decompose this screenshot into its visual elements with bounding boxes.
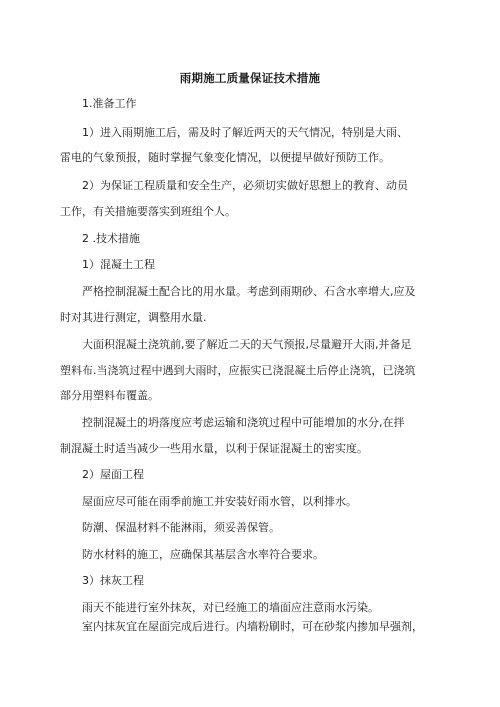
section-heading-preparation: 1.准备工作 — [82, 97, 137, 110]
paragraph-line: 防潮、保温材料不能淋雨，须妥善保管。 — [82, 521, 280, 534]
paragraph-line: 工作，有关措施要落实到班组个人。 — [60, 205, 236, 218]
paragraph-line: 制混凝土时适当减少一些用水量，以利于保证混凝土的密实度。 — [60, 442, 368, 455]
document-title: 雨期施工质量保证技术措施 — [179, 71, 321, 85]
paragraph-line: 室内抹灰宜在屋面完成后进行。内墙粉刷时，可在砂浆内掺加早强剂， — [82, 620, 423, 633]
paragraph-line: 塑料布.当浇筑过程中遇到大雨时，应振实已浇混凝土后停止浇筑，已浇筑 — [60, 364, 416, 377]
section-heading-technical-measures: 2 .技术措施 — [82, 232, 140, 245]
paragraph-line: 严格控制混凝土配合比的用水量。考虑到雨期砂、石含水率增大,应及 — [82, 285, 416, 298]
paragraph-line: 2）为保证工程质量和安全生产，必须切实做好思想上的教育、动员 — [82, 179, 408, 192]
subsection-heading-roofing: 2）屋面工程 — [82, 468, 144, 481]
paragraph-line: 雷电的气象预报，随时掌握气象变化情况，以便提早做好预防工作。 — [60, 151, 390, 164]
subsection-heading-concrete: 1）混凝土工程 — [82, 258, 155, 271]
paragraph-line: 大面积混凝土浇筑前,要了解近二天的天气预报,尽量避开大雨,并备足 — [82, 338, 412, 351]
paragraph-line: 时对其进行测定，调整用水量. — [60, 311, 207, 324]
paragraph-line: 部分用塑料布覆盖。 — [60, 389, 159, 402]
paragraph-line: 屋面应尽可能在雨季前施工并安装好雨水管，以利排水。 — [82, 495, 357, 508]
paragraph-line: 防水材料的施工，应确保其基层含水率符合要求。 — [82, 548, 324, 561]
paragraph-line: 雨天不能进行室外抹灰，对已经施工的墙面应注意雨水污染。 — [82, 601, 379, 614]
subsection-heading-plastering: 3）抹灰工程 — [82, 574, 144, 587]
paragraph-line: 控制混凝土的坍落度应考虑运输和浇筑过程中可能增加的水分,在拌 — [82, 416, 405, 429]
paragraph-line: 1）进入雨期施工后，需及时了解近两天的天气情况，特别是大雨、 — [82, 126, 408, 139]
